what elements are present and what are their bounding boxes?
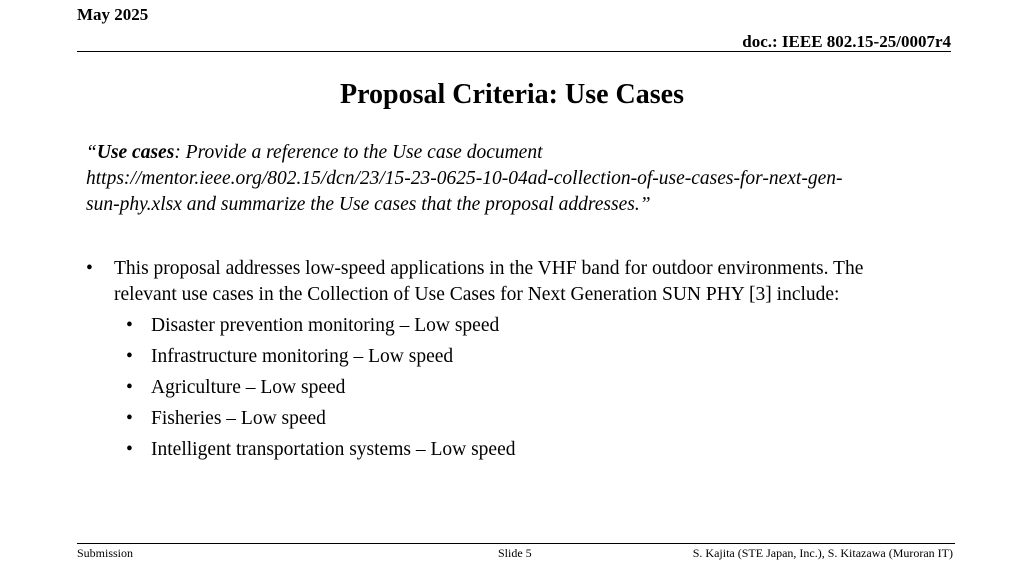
slide-title: Proposal Criteria: Use Cases (340, 79, 684, 110)
main-bullet (86, 256, 966, 308)
footer-authors: S. Kajita (STE Japan, Inc.), S. Kitazawa (Muroran IT) (692, 546, 953, 560)
quote-line-1 (86, 140, 946, 166)
header-rule (77, 51, 951, 52)
quote-block (86, 140, 946, 218)
sub-bullet-text: Intelligent transportation systems – Low speed (151, 439, 516, 460)
footer-slide-number: Slide 5 (498, 546, 532, 560)
footer-submission: Submission (77, 546, 134, 560)
sub-bullet-text: Fisheries – Low speed (151, 408, 326, 429)
sub-bullet-marker: • (126, 315, 133, 336)
quote-open-mark: “ (86, 142, 97, 163)
sub-bullet-item (126, 406, 966, 437)
quote-term: Use cases (96, 142, 175, 163)
sub-bullet-item (126, 344, 966, 375)
sub-bullet-list (86, 313, 966, 468)
sub-bullet-item (126, 313, 966, 344)
sub-bullet-marker: • (126, 346, 133, 367)
header-doc-id: doc.: IEEE 802.15-25/0007r4 (742, 32, 951, 51)
main-bullet-line-1: This proposal addresses low-speed applications in the VHF band for outdoor environments. The (114, 258, 864, 279)
sub-bullet-text: Agriculture – Low speed (151, 377, 346, 398)
sub-bullet-text: Infrastructure monitoring – Low speed (151, 346, 454, 367)
quote-line-1-rest: : Provide a reference to the Use case document (174, 142, 543, 163)
sub-bullet-marker: • (126, 408, 133, 429)
quote-line-2: https://mentor.ieee.org/802.15/dcn/23/15-23-0625-10-04ad-collection-of-use-cases-for-next-gen- (86, 168, 843, 189)
header-date: May 2025 (77, 5, 149, 24)
footer-rule (77, 543, 955, 544)
main-bullet-line-2: relevant use cases in the Collection of Use Cases for Next Generation SUN PHY [3] include: (114, 284, 840, 305)
sub-bullet-marker: • (126, 439, 133, 460)
quote-line-3: sun-phy.xlsx and summarize the Use cases that the proposal addresses.” (86, 194, 651, 215)
sub-bullet-item (126, 437, 966, 468)
sub-bullet-text: Disaster prevention monitoring – Low speed (151, 315, 500, 336)
sub-bullet-marker: • (126, 377, 133, 398)
sub-bullet-item (126, 375, 966, 406)
bullet-marker: • (86, 258, 93, 279)
bullet-list (86, 256, 966, 468)
